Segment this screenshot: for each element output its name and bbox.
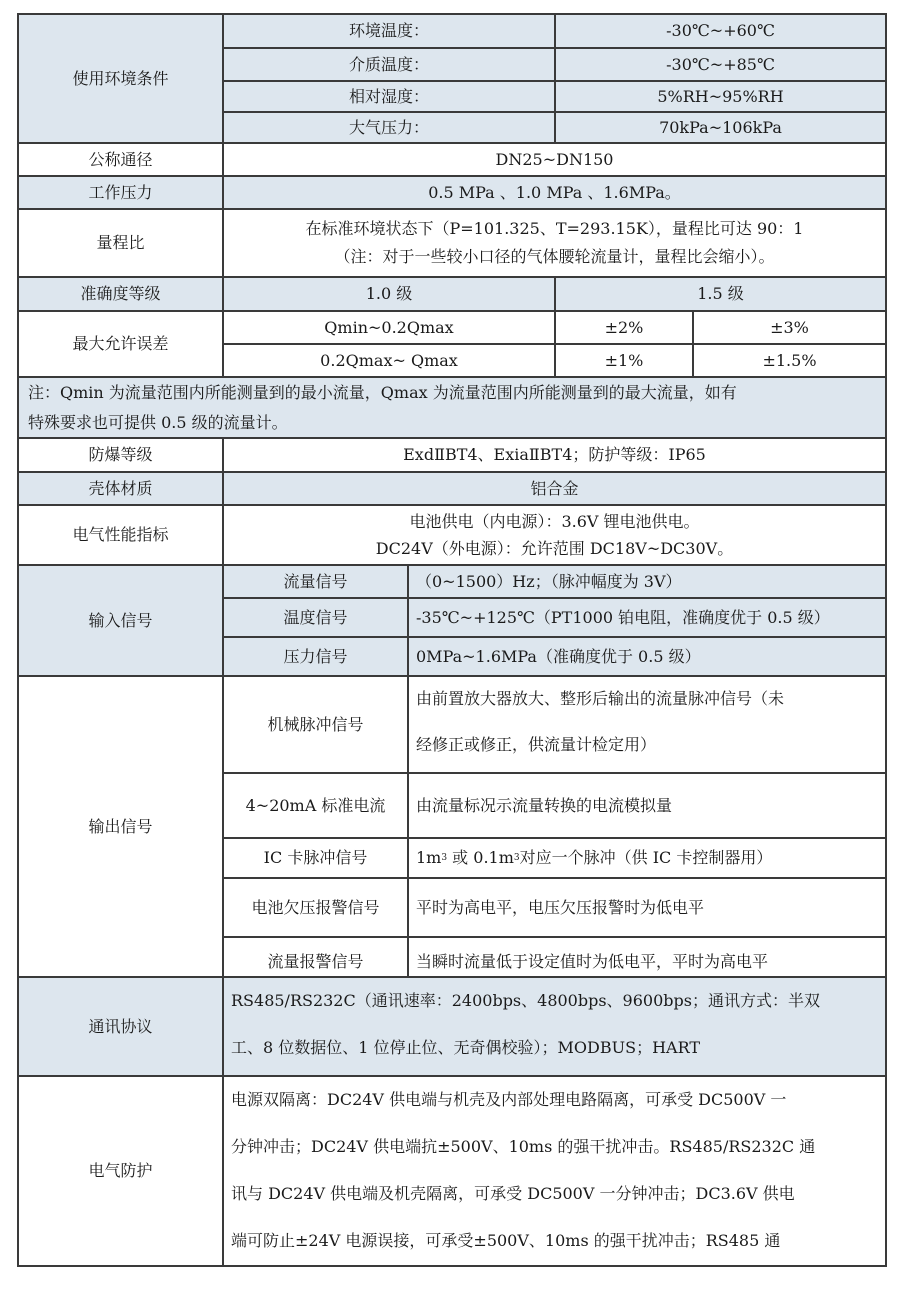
range-line-1: 在标准环境状态下（P=101.325、T=293.15K），量程比可达 90：1 <box>305 219 804 238</box>
housing-label: 壳体材质 <box>18 472 223 505</box>
protection-line-3: 讯与 DC24V 供电端及机壳隔离，可承受 DC500V 一分钟冲击；DC3.6V 供电 <box>231 1184 795 1203</box>
border-right <box>885 13 887 1267</box>
row-divider <box>18 1075 886 1077</box>
env-ambient-temp-label: 环境温度： <box>223 14 555 48</box>
protection-value <box>223 1076 886 1266</box>
range-value <box>223 209 886 277</box>
col-divider <box>554 277 556 377</box>
border-left <box>17 13 19 1267</box>
max-error-range-1: Qmin~0.2Qmax <box>324 317 454 337</box>
env-pressure-label: 大气压力： <box>223 112 555 143</box>
col-divider <box>554 13 556 143</box>
env-pressure-value: 70kPa~106kPa <box>555 112 886 143</box>
note-line-2: 特殊要求也可提供 0.5 级的流量计。 <box>28 412 288 432</box>
output-flow-alarm-value: 当瞬时流量低于设定值时为低电平，平时为高电平 <box>416 952 769 971</box>
accuracy-class-2: 1.5 级 <box>555 277 886 311</box>
comm-line-2: 工、8 位数据位、1 位停止位、无奇偶校验）；MODBUS；HART <box>231 1038 701 1057</box>
input-pressure-value: 0MPa~1.6MPa（准确度优于 0.5 级） <box>408 637 886 676</box>
output-mech-pulse-line-2: 经修正或修正，供流量计检定用） <box>416 735 657 754</box>
explosion-label: 防爆等级 <box>88 445 153 464</box>
output-mech-pulse-label: 机械脉冲信号 <box>267 714 364 734</box>
border-top <box>18 13 887 15</box>
env-medium-temp-label: 介质温度： <box>223 48 555 81</box>
col-divider <box>222 13 224 377</box>
comm-value <box>223 977 886 1076</box>
nominal-label: 公称通径 <box>88 149 153 169</box>
max-error-1-class2: ±3% <box>770 317 809 337</box>
row-divider <box>18 437 886 439</box>
env-label: 使用环境条件 <box>18 14 223 143</box>
comm-label: 通讯协议 <box>18 977 223 1076</box>
input-flow-label: 流量信号 <box>223 565 408 598</box>
note-line-1: 注：Qmin 为流量范围内所能测量到的最小流量，Qmax 为流量范围内所能测量到的最大流量，如有 <box>28 382 737 402</box>
max-error-label: 最大允许误差 <box>72 334 169 353</box>
row-divider <box>18 376 886 378</box>
col-divider <box>407 565 409 977</box>
accuracy-class-1: 1.0 级 <box>223 277 555 311</box>
range-line-2: （注：对于一些较小口径的气体腰轮流量计，量程比会缩小）。 <box>334 247 775 266</box>
max-error-1-class1: ±2% <box>604 317 644 337</box>
output-label: 输出信号 <box>88 816 153 836</box>
explosion-value: ExdⅡBT4、ExiaⅡBT4；防护等级：IP65 <box>403 445 706 464</box>
env-humidity-label: 相对湿度： <box>223 81 555 112</box>
subrow-divider <box>223 80 886 82</box>
row-divider <box>18 142 886 144</box>
env-medium-temp-value: -30℃~+85℃ <box>555 48 886 81</box>
protection-line-2: 分钟冲击；DC24V 供电端抗±500V、10ms 的强干扰冲击。RS485/RS232C 通 <box>231 1137 816 1156</box>
subrow-divider <box>223 936 886 938</box>
input-pressure-label: 压力信号 <box>223 637 408 676</box>
output-current-label: 4~20mA 标准电流 <box>245 795 386 815</box>
max-error-range-2: 0.2Qmax~ Qmax <box>320 350 458 370</box>
row-divider <box>18 471 886 473</box>
output-ic-value: 1m 3 或 0.1m 3 对应一个脉冲（供 IC 卡控制器用） <box>416 848 773 867</box>
subrow-divider <box>223 47 886 49</box>
output-mech-pulse-line-1: 由前置放大器放大、整形后输出的流量脉冲信号（未 <box>416 689 785 708</box>
output-battery-label: 电池欠压报警信号 <box>251 897 380 917</box>
input-temp-label: 温度信号 <box>223 598 408 637</box>
row-divider <box>18 564 886 566</box>
row-divider <box>18 208 886 210</box>
input-flow-value: （0~1500）Hz；（脉冲幅度为 3V） <box>408 565 886 598</box>
pressure-label: 工作压力 <box>18 176 223 209</box>
subrow-divider <box>223 636 886 638</box>
nominal-value: DN25~DN150 <box>495 149 614 169</box>
comm-line-1: RS485/RS232C（通讯速率：2400bps、4800bps、9600bps；通讯方式：半双 <box>231 991 820 1010</box>
pressure-value: 0.5 MPa 、1.0 MPa 、1.6MPa。 <box>223 176 886 209</box>
range-label: 量程比 <box>96 233 145 252</box>
env-ambient-temp-value: -30℃~+60℃ <box>555 14 886 48</box>
output-current-value: 由流量标况示流量转换的电流模拟量 <box>416 795 673 815</box>
input-label: 输入信号 <box>18 565 223 676</box>
electrical-line-1: 电池供电（内电源）：3.6V 锂电池供电。 <box>409 512 700 531</box>
row-divider <box>18 310 886 312</box>
protection-label: 电气防护 <box>88 1161 153 1180</box>
electrical-line-2: DC24V（外电源）：允许范围 DC18V~DC30V。 <box>375 539 734 558</box>
subrow-divider <box>223 772 886 774</box>
row-divider <box>18 276 886 278</box>
output-battery-value: 平时为高电平，电压欠压报警时为低电平 <box>416 897 705 917</box>
electrical-label: 电气性能指标 <box>72 525 169 544</box>
note <box>18 377 886 438</box>
row-divider <box>18 504 886 506</box>
protection-line-1: 电源双隔离：DC24V 供电端与机壳及内部处理电路隔离，可承受 DC500V 一 <box>231 1090 787 1109</box>
max-error-2-class1: ±1% <box>604 350 644 370</box>
accuracy-label: 准确度等级 <box>18 277 223 311</box>
input-temp-value: -35℃~+125℃（PT1000 铂电阻，准确度优于 0.5 级） <box>408 598 886 637</box>
housing-value: 铝合金 <box>223 472 886 505</box>
protection-line-4: 端可防止±24V 电源误接，可承受±500V、10ms 的强干扰冲击；RS485 通 <box>231 1231 781 1250</box>
subrow-divider <box>223 597 886 599</box>
output-flow-alarm-label: 流量报警信号 <box>267 952 364 971</box>
electrical-value <box>223 505 886 565</box>
subrow-divider <box>223 837 886 839</box>
env-humidity-value: 5%RH~95%RH <box>555 81 886 112</box>
subrow-divider <box>223 343 886 345</box>
border-bottom <box>18 1265 887 1267</box>
row-divider <box>18 976 886 978</box>
output-mech-pulse-value <box>408 676 886 773</box>
max-error-2-class2: ±1.5% <box>762 350 817 370</box>
output-ic-label: IC 卡脉冲信号 <box>263 848 368 867</box>
row-divider <box>18 675 886 677</box>
subrow-divider <box>223 111 886 113</box>
row-divider <box>18 175 886 177</box>
subrow-divider <box>223 877 886 879</box>
col-divider <box>222 438 224 1266</box>
